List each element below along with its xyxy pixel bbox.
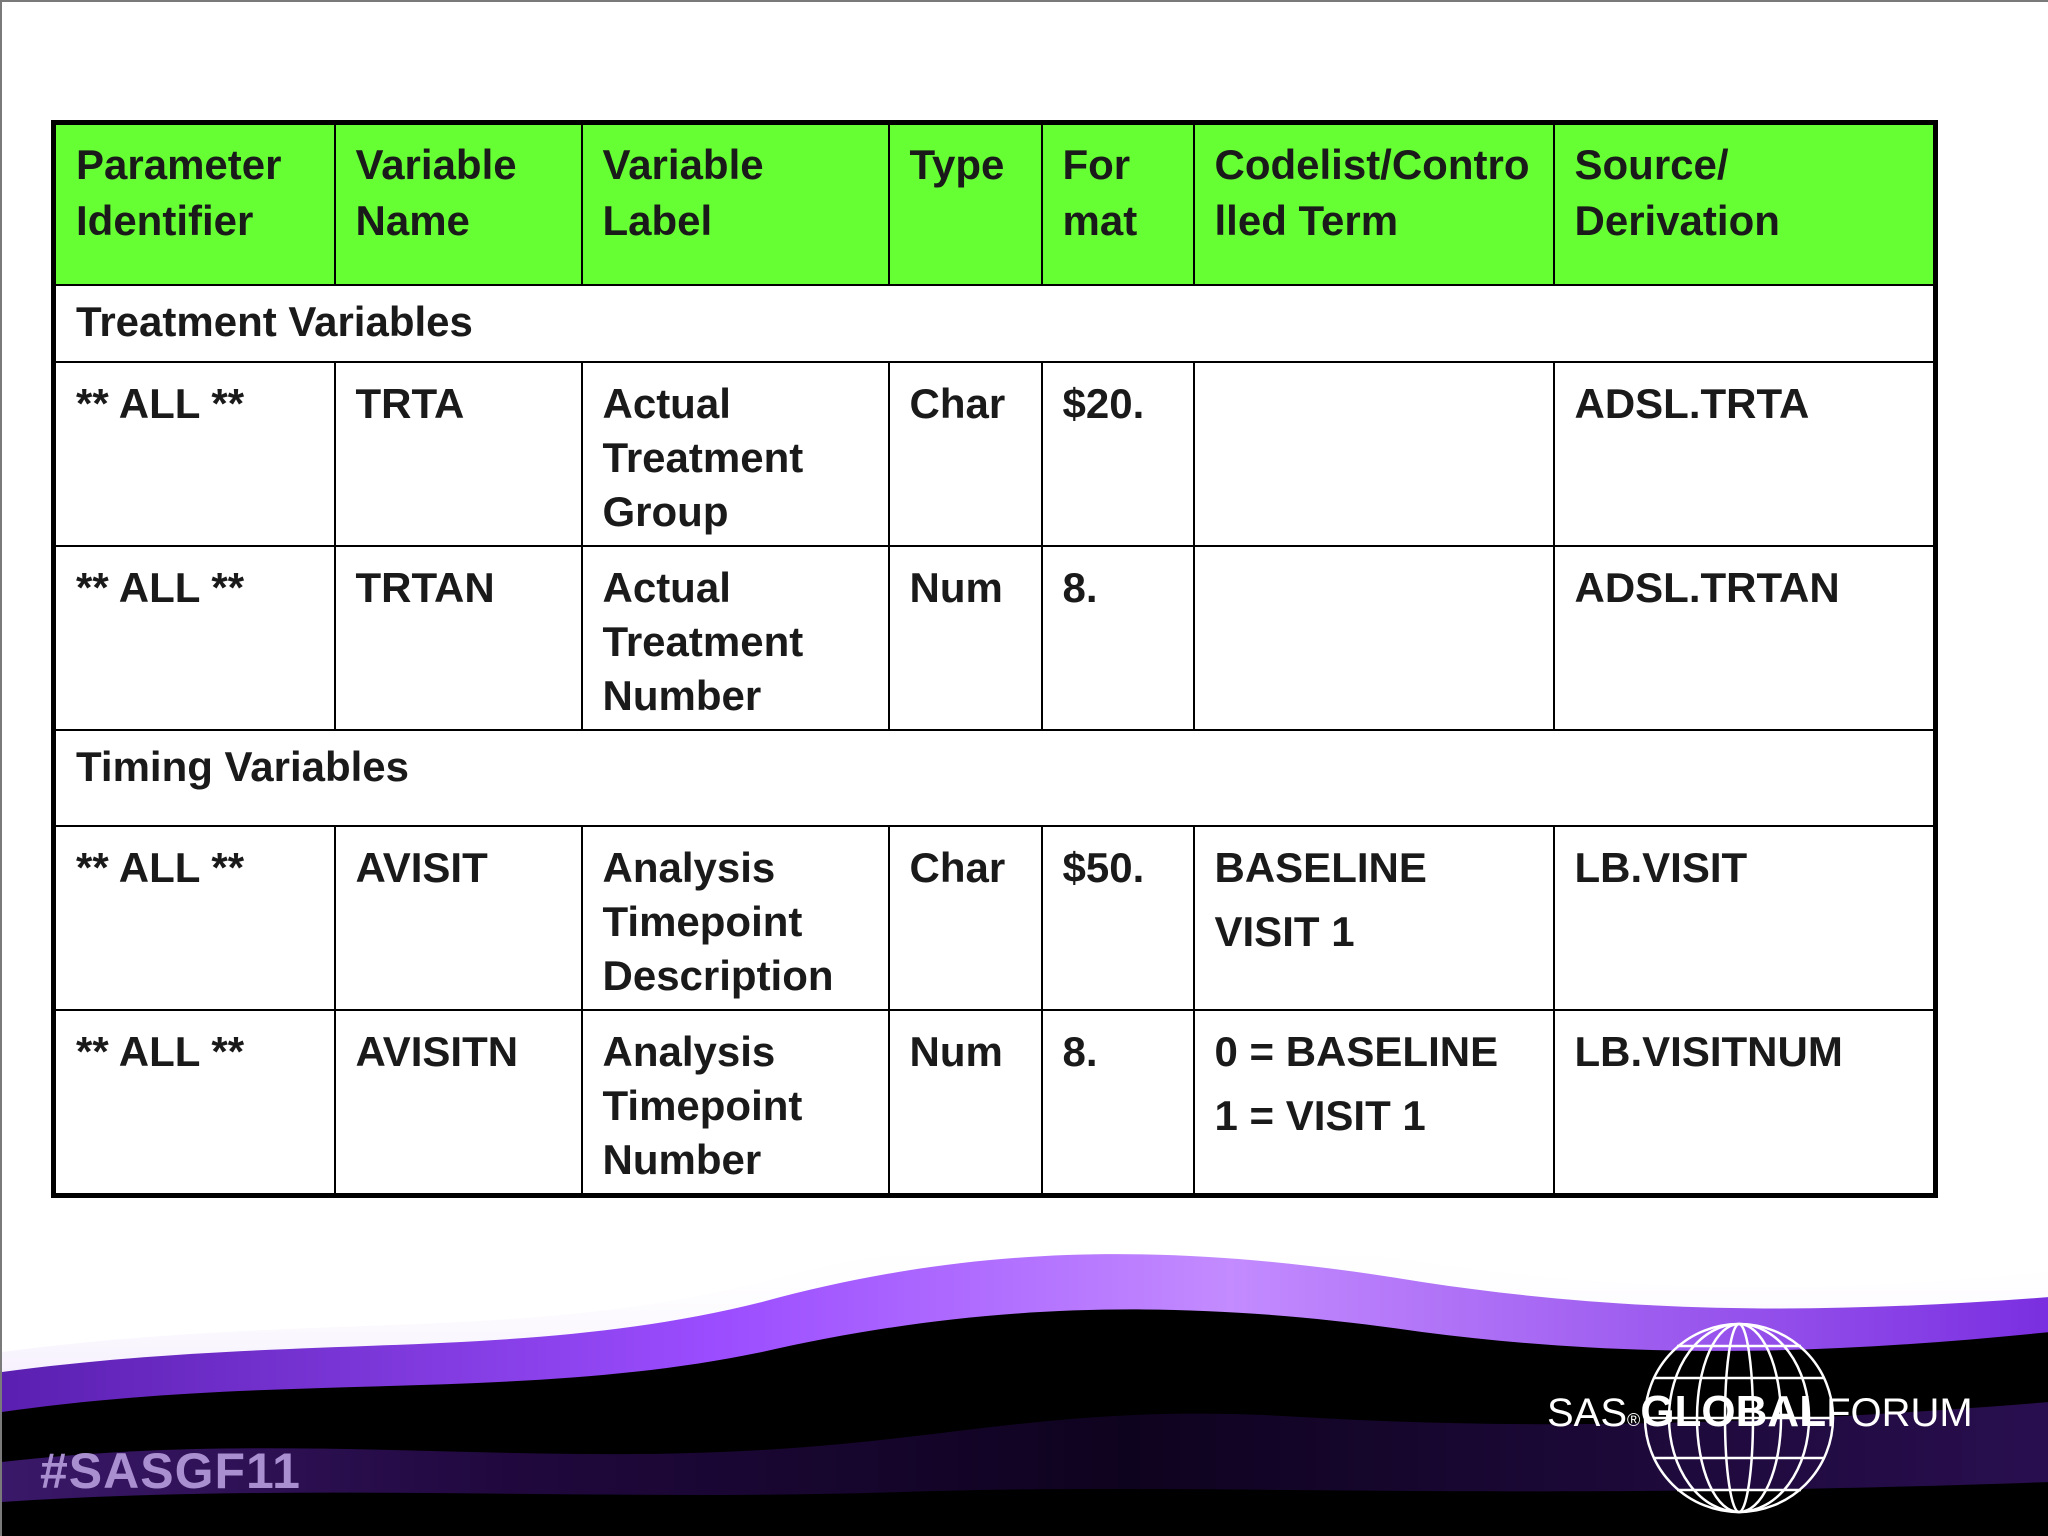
cell-codelist <box>1194 826 1554 1010</box>
codelist-line: BASELINE <box>1214 844 1427 891</box>
table-row <box>54 1010 1936 1196</box>
cell-format: 8. <box>1042 546 1194 730</box>
cell-label: Analysis Timepoint Number <box>582 1010 889 1196</box>
section-title: Timing Variables <box>54 730 1936 826</box>
section-row-treatment <box>54 285 1936 362</box>
cell-param: ** ALL ** <box>54 826 335 1010</box>
logo-forum: FORUM <box>1826 1391 1973 1435</box>
logo-global: GLOBAL <box>1640 1387 1827 1436</box>
cell-codelist <box>1194 546 1554 730</box>
header-type: Type <box>889 123 1042 286</box>
header-source-derivation: Source/ Derivation <box>1554 123 1936 286</box>
cell-name: TRTAN <box>335 546 582 730</box>
cell-format: $20. <box>1042 362 1194 546</box>
cell-param: ** ALL ** <box>54 546 335 730</box>
cell-label: Actual Treatment Group <box>582 362 889 546</box>
codelist-line: VISIT 1 <box>1214 908 1355 955</box>
cell-type: Num <box>889 546 1042 730</box>
cell-source: ADSL.TRTAN <box>1554 546 1936 730</box>
cell-name: AVISITN <box>335 1010 582 1196</box>
cell-name: AVISIT <box>335 826 582 1010</box>
header-variable-label: Variable Label <box>582 123 889 286</box>
header-format: For mat <box>1042 123 1194 286</box>
cell-param: ** ALL ** <box>54 1010 335 1196</box>
cell-param: ** ALL ** <box>54 362 335 546</box>
section-title: Treatment Variables <box>54 285 1936 362</box>
event-hashtag: #SASGF11 <box>40 1443 301 1499</box>
cell-type: Char <box>889 826 1042 1010</box>
cell-source: LB.VISITNUM <box>1554 1010 1936 1196</box>
table-row <box>54 362 1936 546</box>
cell-codelist <box>1194 1010 1554 1196</box>
codelist-line: 1 = VISIT 1 <box>1214 1092 1426 1139</box>
header-parameter-identifier: Parameter Identifier <box>54 123 335 286</box>
logo-sas: SAS <box>1547 1391 1628 1435</box>
header-variable-name: Variable Name <box>335 123 582 286</box>
cell-format: $50. <box>1042 826 1194 1010</box>
cell-type: Num <box>889 1010 1042 1196</box>
codelist-line: 0 = BASELINE <box>1214 1028 1499 1075</box>
header-codelist: Codelist/Controlled Term <box>1194 123 1554 286</box>
cell-label: Analysis Timepoint Description <box>582 826 889 1010</box>
cell-name: TRTA <box>335 362 582 546</box>
cell-source: ADSL.TRTA <box>1554 362 1936 546</box>
table-row <box>54 826 1936 1010</box>
variable-spec-table <box>51 120 1938 1198</box>
logo-registered-mark: ® <box>1627 1410 1641 1430</box>
cell-codelist <box>1194 362 1554 546</box>
table-header-row <box>54 123 1936 286</box>
section-row-timing <box>54 730 1936 826</box>
sas-global-forum-logo <box>1547 1387 1973 1437</box>
cell-format: 8. <box>1042 1010 1194 1196</box>
table-row <box>54 546 1936 730</box>
cell-label: Actual Treatment Number <box>582 546 889 730</box>
cell-source: LB.VISIT <box>1554 826 1936 1010</box>
cell-type: Char <box>889 362 1042 546</box>
